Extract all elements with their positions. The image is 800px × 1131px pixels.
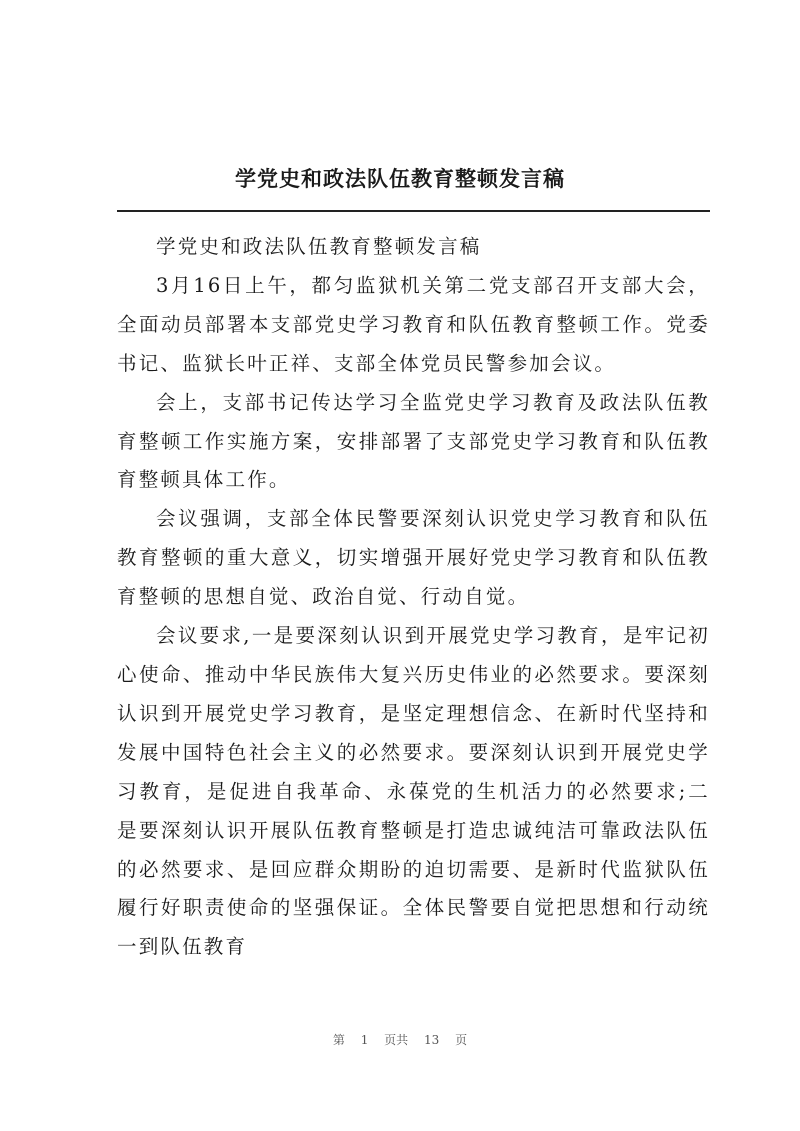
footer-prefix: 第 bbox=[332, 1033, 345, 1047]
paragraph: 会上，支部书记传达学习全监党史学习教育及政法队伍教育整顿工作实施方案，安排部署了支部党史学习教育和队伍教育整顿具体工作。 bbox=[117, 390, 710, 492]
document-title: 学党史和政法队伍教育整顿发言稿 bbox=[235, 166, 565, 191]
paragraph: 会议要求,一是要深刻认识到开展党史学习教育，是牢记初心使命、推动中华民族伟大复兴历史伟业的必然要求。要深刻认识到开展党史学习教育，是坚定理想信念、在新时代坚持和发展中国特色社会主义的必然要求。要深刻认识到开展党史学习教育，是促进自我革命、永葆党的生机活力的必然要求;二是要深刻认识开展队伍教育整顿是打造忠诚纯洁可靠政法队伍的必然要求、是回应群众期盼的迫切需要、是新时代监狱队伍履行好职责使命的坚强保证。全体民警要自觉把思想和行动统一到队伍教育 bbox=[117, 624, 710, 959]
page-footer bbox=[0, 1031, 800, 1048]
paragraph: 学党史和政法队伍教育整顿发言稿 bbox=[156, 235, 482, 258]
footer-middle: 页共 bbox=[384, 1033, 409, 1047]
paragraph: 会议强调，支部全体民警要深刻认识党史学习教育和队伍教育整顿的重大意义，切实增强开展好党史学习教育和队伍教育整顿的思想自觉、政治自觉、行动自觉。 bbox=[117, 507, 710, 609]
paragraph: 3月16日上午，都匀监狱机关第二党支部召开支部大会，全面动员部署本支部党史学习教育和队伍教育整顿工作。党委书记、监狱长叶正祥、支部全体党员民警参加会议。 bbox=[117, 273, 710, 375]
footer-suffix: 页 bbox=[455, 1033, 468, 1047]
document-body bbox=[117, 228, 710, 967]
title-divider bbox=[117, 210, 710, 212]
footer-page-number: 1 bbox=[360, 1033, 369, 1047]
footer-total-pages: 13 bbox=[424, 1033, 440, 1047]
